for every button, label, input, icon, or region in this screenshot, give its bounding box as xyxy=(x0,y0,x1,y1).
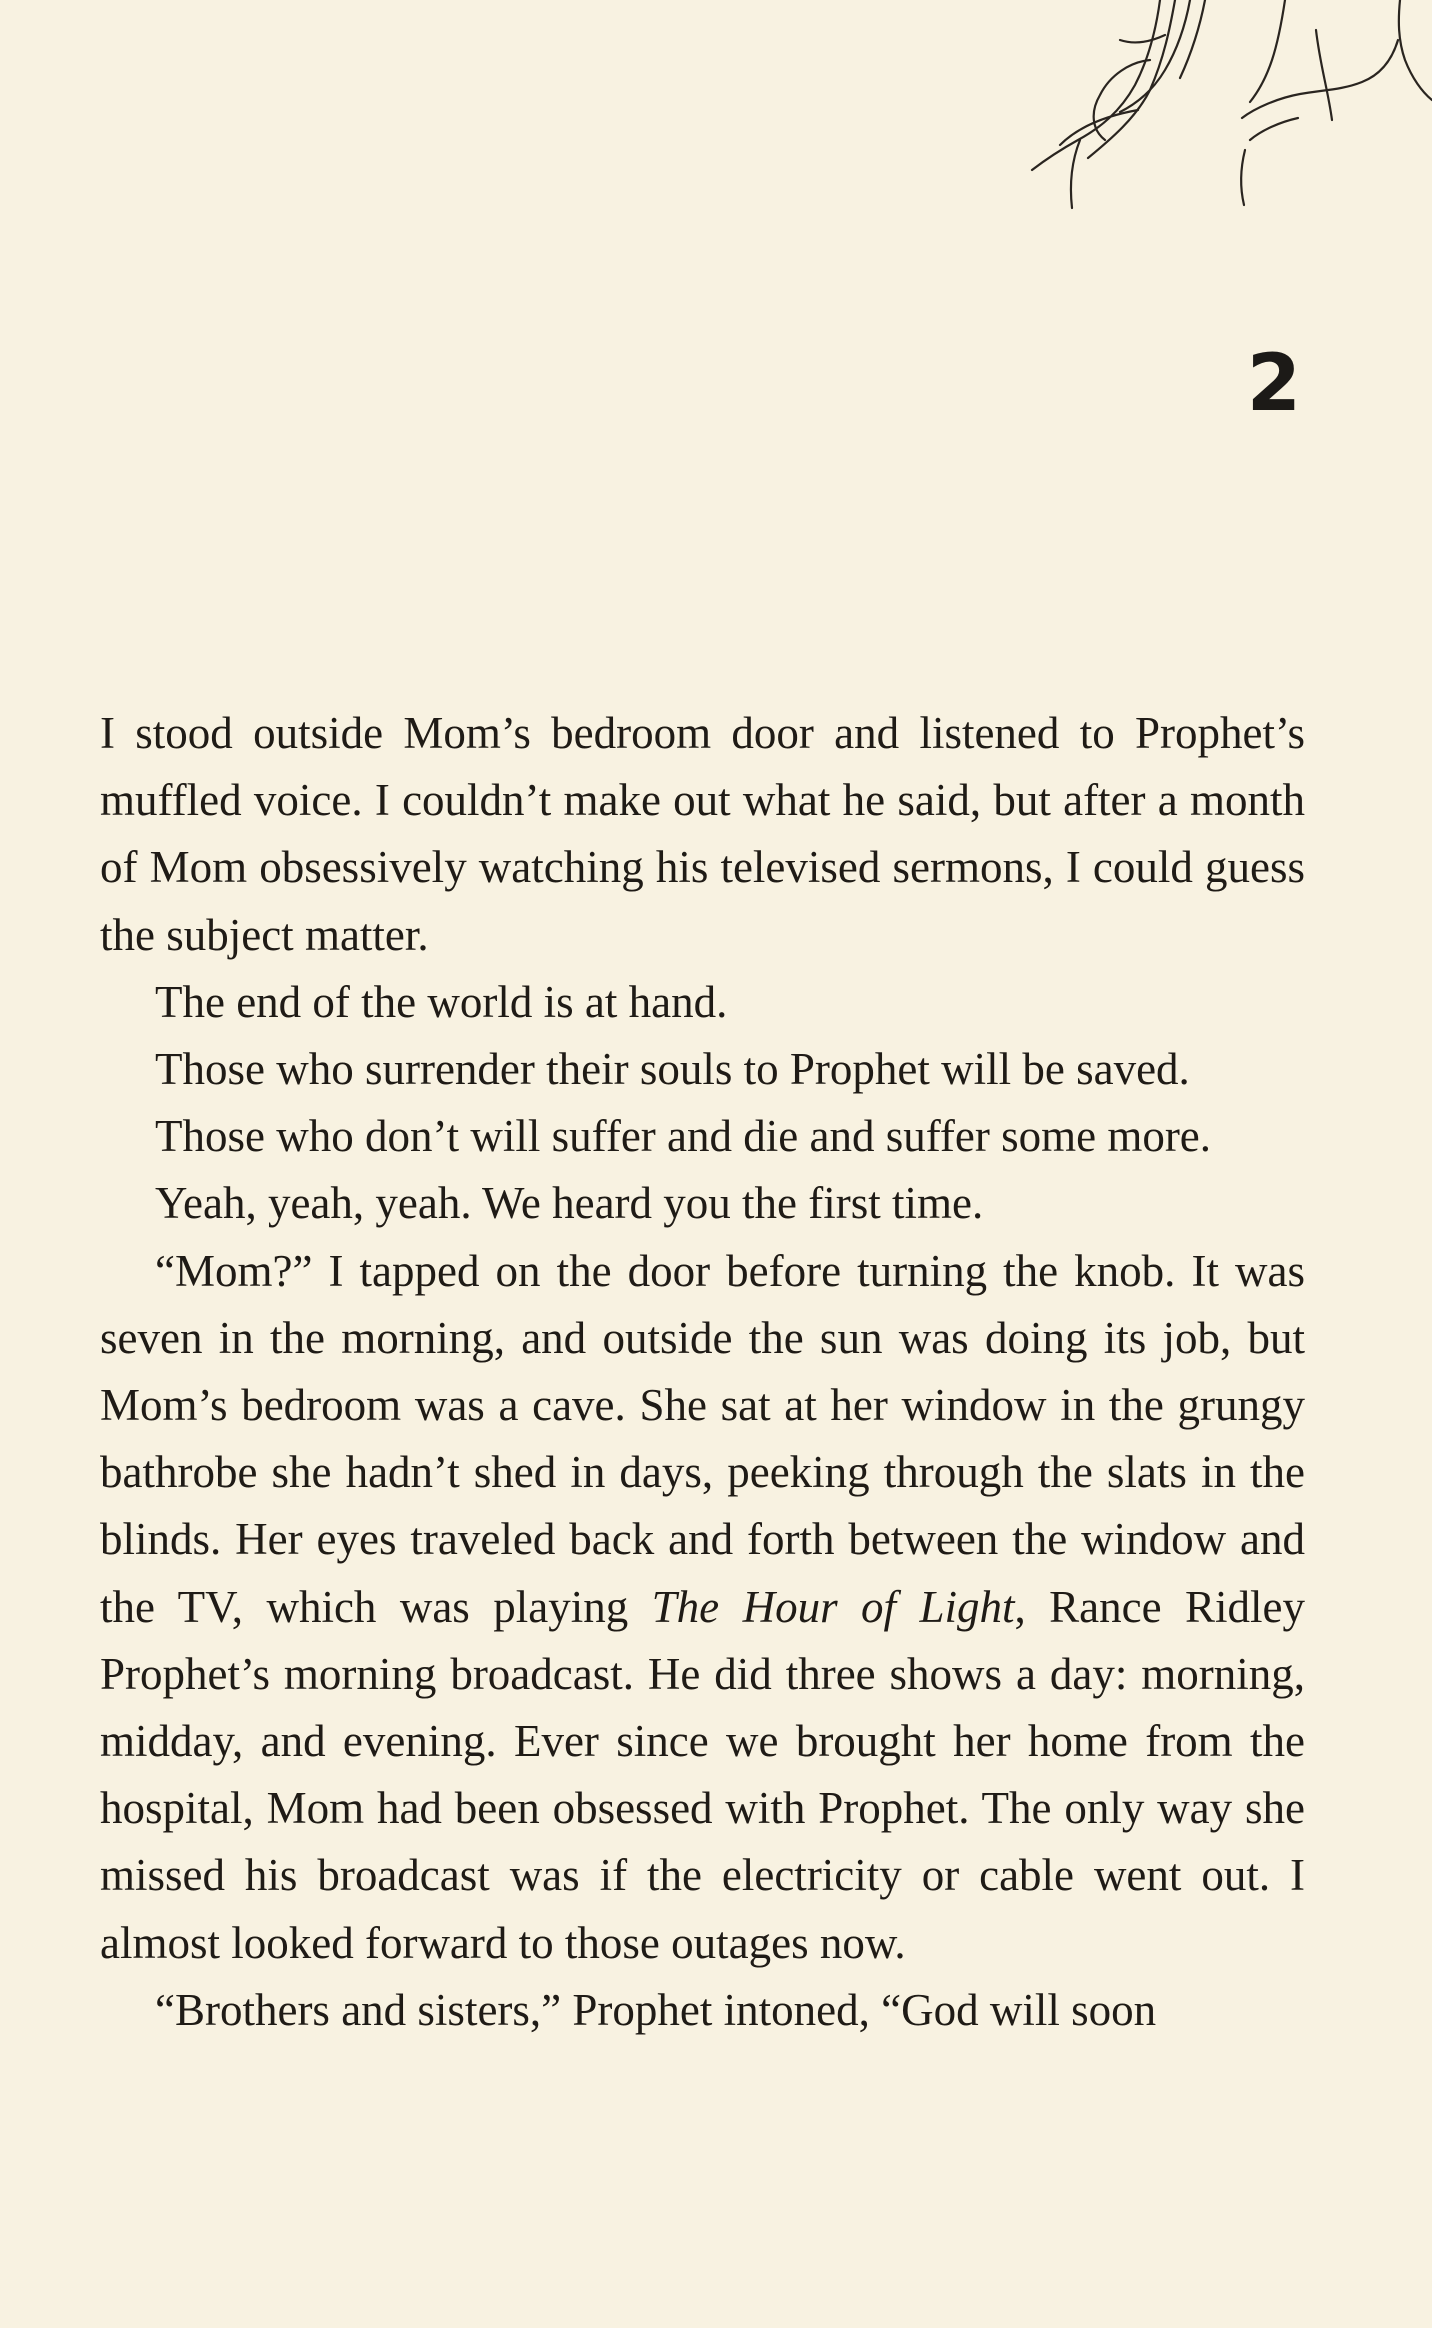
text-segment: , Rance Ridley Prophet’s morning broadcast. He did three shows a day: morning, midday, and evening. Ever since we brought her home from the hospital, Mom had been obsessed with Prophet. The only way she missed his broadcast was if the electricity or cable went out. I almost looked forward to those outages now. xyxy=(100,1581,1306,1968)
text-segment: “Brothers and sisters,” Prophet intoned, “God will soon xyxy=(155,1984,1157,2035)
text-segment: I stood outside Mom’s bedroom door and listened to Prophet’s muffled voice. I couldn’t make out what he said, but after a month of Mom obsessively watching his televised sermons, I could guess the subject matter. xyxy=(100,708,1305,960)
body-text xyxy=(100,700,1305,2044)
paragraph xyxy=(100,969,1305,1036)
paragraph xyxy=(100,1036,1305,1103)
paragraph xyxy=(100,700,1305,969)
paragraph xyxy=(100,1170,1305,1237)
paragraph xyxy=(100,1977,1305,2044)
text-segment: Yeah, yeah, yeah. We heard you the first time. xyxy=(155,1178,984,1229)
paragraph xyxy=(100,1238,1305,1977)
text-segment: Those who don’t will suffer and die and suffer some more. xyxy=(155,1111,1212,1162)
chapter-number: 2 xyxy=(1246,339,1302,429)
text-segment: The end of the world is at hand. xyxy=(155,976,728,1027)
ink-doodle-illustration xyxy=(960,0,1432,220)
text-segment: “Mom?” I tapped on the door before turning the knob. It was seven in the morning, and outside the sun was doing its job, but Mom’s bedroom was a cave. She sat at her window in the grungy bathrobe she hadn’t shed in days, peeking through the slats in the blinds. Her eyes traveled back and forth between the window and the TV, which was playing xyxy=(100,1245,1305,1632)
text-segment: Those who surrender their souls to Prophet will be saved. xyxy=(155,1044,1190,1095)
paragraph xyxy=(100,1103,1305,1170)
show-title: The Hour of Light xyxy=(651,1581,1015,1632)
